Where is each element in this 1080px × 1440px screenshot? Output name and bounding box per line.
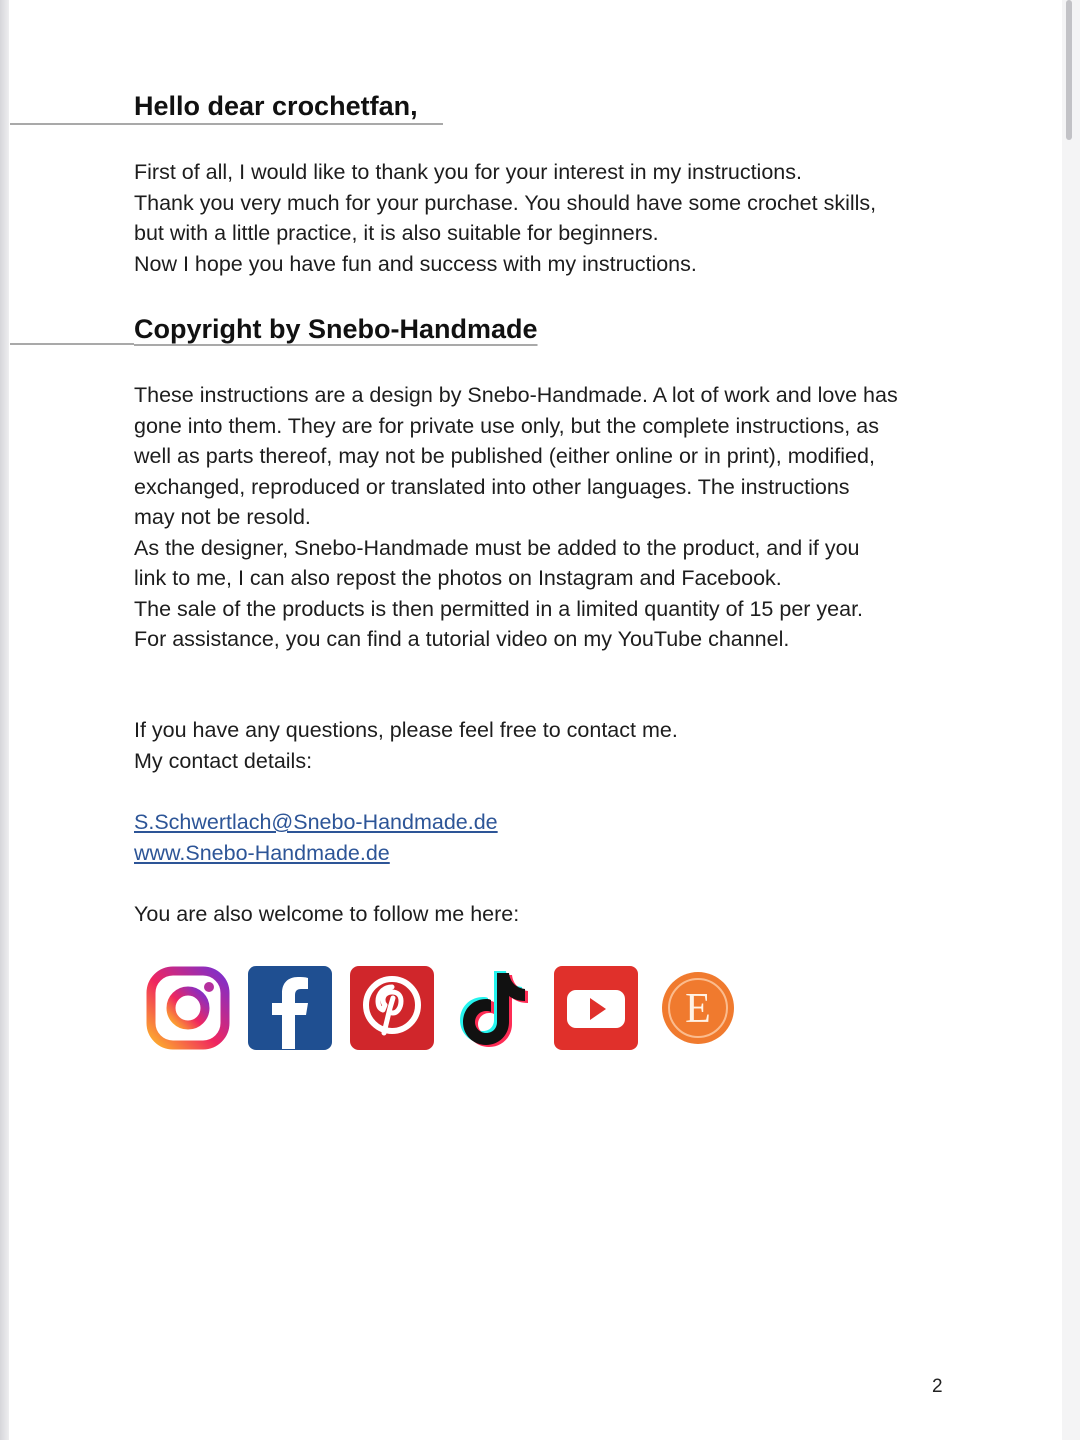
page-number: 2: [932, 1376, 943, 1397]
intro-line: First of all, I would like to thank you for your interest in my instructions.: [134, 160, 802, 184]
facebook-icon[interactable]: [247, 965, 333, 1051]
copyright-line: gone into them. They are for private use only, but the complete instructions, as: [134, 413, 879, 438]
copyright-line: well as parts thereof, may not be published (either online or in print), modified,: [134, 444, 875, 468]
intro-paragraph: [134, 157, 974, 279]
copyright-line: These instructions are a design by Snebo-Handmade. A lot of work and love has: [134, 383, 898, 407]
scrollbar-thumb[interactable]: [1066, 0, 1072, 140]
tiktok-icon[interactable]: [451, 965, 537, 1051]
follow-paragraph: [134, 899, 974, 930]
greeting-heading: Hello dear crochetfan,: [134, 91, 418, 121]
copyright-heading: [134, 313, 538, 345]
greeting-heading-underline: [10, 123, 443, 125]
copyright-line: The sale of the products is then permitted in a limited quantity of 15 per year.: [134, 596, 864, 621]
pinterest-icon[interactable]: [349, 965, 435, 1051]
scrollbar-track[interactable]: [1062, 0, 1080, 1440]
intro-line: Now I hope you have fun and success with my instructions.: [134, 251, 697, 276]
copyright-line: may not be resold.: [134, 505, 311, 529]
contact-line: If you have any questions, please feel free to contact me.: [134, 718, 678, 742]
follow-text: You are also welcome to follow me here:: [134, 902, 520, 926]
contact-line: My contact details:: [134, 748, 313, 773]
copyright-paragraph: [134, 380, 974, 655]
website-link[interactable]: www.Snebo-Handmade.de: [134, 841, 390, 865]
svg-text:E: E: [685, 986, 711, 1032]
etsy-icon[interactable]: [655, 965, 741, 1051]
youtube-icon[interactable]: [553, 965, 639, 1051]
instagram-icon[interactable]: [145, 965, 231, 1051]
intro-line: but with a little practice, it is also suitable for beginners.: [134, 221, 659, 245]
social-icons-row: [145, 964, 741, 1052]
copyright-line: As the designer, Snebo-Handmade must be added to the product, and if you: [134, 535, 860, 560]
intro-line: Thank you very much for your purchase. You should have some crochet skills,: [134, 190, 877, 215]
copyright-line: link to me, I can also repost the photos on Instagram and Facebook.: [134, 566, 782, 590]
email-link[interactable]: S.Schwertlach@Snebo-Handmade.de: [134, 810, 498, 834]
copyright-heading-underline: [10, 343, 134, 345]
copyright-heading-text: Copyright by Snebo-Handmade: [134, 314, 538, 344]
copyright-line: exchanged, reproduced or translated into other languages. The instructions: [134, 474, 850, 499]
contact-paragraph: [134, 715, 974, 776]
copyright-line: For assistance, you can find a tutorial video on my YouTube channel.: [134, 627, 790, 651]
